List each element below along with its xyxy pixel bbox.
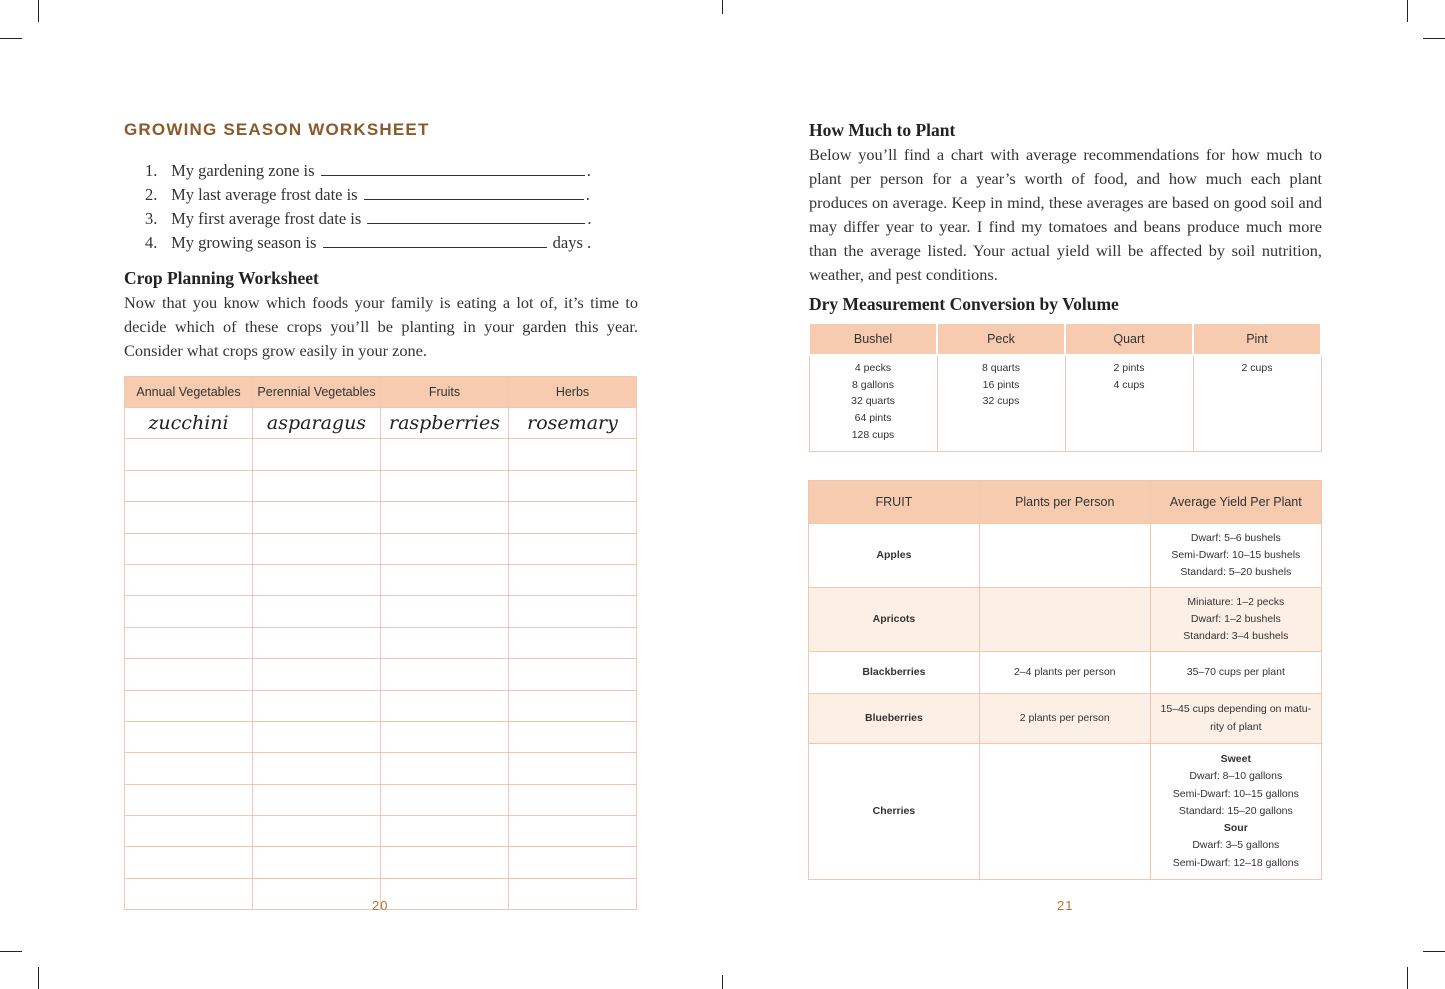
crop-planning-table bbox=[124, 376, 637, 910]
bushel-cell: 4 pecks 8 gallons 32 quarts 64 pints 128 cups bbox=[809, 355, 937, 452]
empty-entry-cell[interactable] bbox=[509, 564, 637, 595]
crop-mark bbox=[1407, 0, 1408, 22]
handwritten-entry[interactable]: zucchini bbox=[125, 408, 253, 439]
empty-entry-cell[interactable] bbox=[381, 721, 509, 752]
crop-mark bbox=[38, 967, 39, 989]
empty-entry-cell[interactable] bbox=[125, 816, 253, 847]
answer-blank[interactable] bbox=[367, 209, 585, 224]
empty-entry-cell[interactable] bbox=[509, 690, 637, 721]
empty-entry-cell[interactable] bbox=[253, 816, 381, 847]
table-row bbox=[809, 694, 1322, 744]
empty-entry-cell[interactable] bbox=[125, 533, 253, 564]
empty-entry-cell[interactable] bbox=[509, 847, 637, 878]
empty-entry-cell[interactable] bbox=[509, 533, 637, 564]
crop-mark bbox=[0, 951, 22, 952]
empty-entry-cell[interactable] bbox=[125, 878, 253, 909]
dry-measure-heading: Dry Measurement Conversion by Volume bbox=[809, 294, 1119, 314]
empty-entry-cell[interactable] bbox=[125, 596, 253, 627]
table-row bbox=[125, 721, 637, 752]
table-row bbox=[125, 784, 637, 815]
table-row bbox=[125, 659, 637, 690]
empty-entry-cell[interactable] bbox=[381, 627, 509, 658]
table-row bbox=[809, 652, 1322, 694]
empty-entry-cell[interactable] bbox=[253, 721, 381, 752]
question-4: 4. My growing season is days . bbox=[145, 233, 592, 252]
empty-entry-cell[interactable] bbox=[381, 816, 509, 847]
empty-entry-cell[interactable] bbox=[509, 816, 637, 847]
empty-entry-cell[interactable] bbox=[253, 753, 381, 784]
column-header: Pint bbox=[1193, 323, 1321, 355]
column-header: FRUIT bbox=[809, 481, 980, 524]
handwritten-entry[interactable]: rosemary bbox=[509, 408, 637, 439]
crop-planning-paragraph: Now that you know which foods your family is eating a lot of, it’s time to decide which of these crops you’ll be planting in your garden this year. Consider what crops grow easily in your zone. bbox=[124, 293, 638, 360]
answer-blank[interactable] bbox=[323, 233, 547, 248]
empty-entry-cell[interactable] bbox=[253, 847, 381, 878]
crop-mark bbox=[1407, 967, 1408, 989]
column-header: Annual Vegetables bbox=[125, 377, 253, 408]
table-row bbox=[809, 588, 1322, 652]
empty-entry-cell[interactable] bbox=[125, 753, 253, 784]
average-yield: Sweet Dwarf: 8–10 gallons Semi-Dwarf: 10–15 gallons Standard: 15–20 gallons Sour Dwarf: 3–5 gallons Semi-Dwarf: 12–18 gallons bbox=[1150, 744, 1321, 880]
quart-cell: 2 pints 4 cups bbox=[1065, 355, 1193, 452]
fruit-name: Apricots bbox=[809, 588, 980, 652]
empty-entry-cell[interactable] bbox=[253, 878, 381, 909]
question-2: 2. My last average frost date is . bbox=[145, 185, 590, 204]
worksheet-title: GROWING SEASON WORKSHEET bbox=[124, 120, 430, 139]
season-questions bbox=[145, 159, 615, 255]
empty-entry-cell[interactable] bbox=[381, 784, 509, 815]
average-yield: 35–70 cups per plant bbox=[1150, 652, 1321, 694]
empty-entry-cell[interactable] bbox=[381, 564, 509, 595]
empty-entry-cell[interactable] bbox=[253, 470, 381, 501]
table-row bbox=[125, 596, 637, 627]
empty-entry-cell[interactable] bbox=[509, 753, 637, 784]
fruit-yield-table bbox=[808, 480, 1322, 880]
column-header: Quart bbox=[1065, 323, 1193, 355]
table-row bbox=[125, 533, 637, 564]
empty-entry-cell[interactable] bbox=[125, 564, 253, 595]
table-row bbox=[125, 627, 637, 658]
empty-entry-cell[interactable] bbox=[509, 878, 637, 909]
handwritten-entry[interactable]: asparagus bbox=[253, 408, 381, 439]
fruit-name: Blueberries bbox=[809, 694, 980, 744]
handwritten-entry[interactable]: raspberries bbox=[381, 408, 509, 439]
empty-entry-cell[interactable] bbox=[381, 847, 509, 878]
plants-per-person: 2–4 plants per person bbox=[979, 652, 1150, 694]
answer-blank[interactable] bbox=[321, 161, 585, 176]
empty-entry-cell[interactable] bbox=[253, 690, 381, 721]
empty-entry-cell[interactable] bbox=[509, 470, 637, 501]
column-header: Average Yield Per Plant bbox=[1150, 481, 1321, 524]
empty-entry-cell[interactable] bbox=[509, 439, 637, 470]
plants-per-person bbox=[979, 588, 1150, 652]
empty-entry-cell[interactable] bbox=[125, 439, 253, 470]
empty-entry-cell[interactable] bbox=[125, 470, 253, 501]
empty-entry-cell[interactable] bbox=[381, 502, 509, 533]
empty-entry-cell[interactable] bbox=[253, 627, 381, 658]
table-row bbox=[125, 439, 637, 470]
table-row bbox=[125, 502, 637, 533]
average-yield: 15–45 cups depending on matu- rity of plant bbox=[1150, 694, 1321, 744]
page-number-right: 21 bbox=[1057, 898, 1074, 913]
crop-mark bbox=[1423, 38, 1445, 39]
pint-cell: 2 cups bbox=[1193, 355, 1321, 452]
empty-entry-cell[interactable] bbox=[509, 596, 637, 627]
empty-entry-cell[interactable] bbox=[125, 502, 253, 533]
empty-entry-cell[interactable] bbox=[381, 659, 509, 690]
empty-entry-cell[interactable] bbox=[509, 784, 637, 815]
empty-entry-cell[interactable] bbox=[253, 439, 381, 470]
plants-per-person bbox=[979, 744, 1150, 880]
average-yield: Dwarf: 5–6 bushels Semi-Dwarf: 10–15 bushels Standard: 5–20 bushels bbox=[1150, 524, 1321, 588]
peck-cell: 8 quarts 16 pints 32 cups bbox=[937, 355, 1065, 452]
page-number-left: 20 bbox=[372, 898, 389, 913]
column-header: Fruits bbox=[381, 377, 509, 408]
crop-mark bbox=[0, 38, 22, 39]
empty-entry-cell[interactable] bbox=[253, 502, 381, 533]
table-row bbox=[125, 753, 637, 784]
fruit-name: Apples bbox=[809, 524, 980, 588]
crop-mark bbox=[722, 975, 723, 989]
empty-entry-cell[interactable] bbox=[381, 470, 509, 501]
empty-entry-cell[interactable] bbox=[253, 659, 381, 690]
empty-entry-cell[interactable] bbox=[381, 690, 509, 721]
table-row bbox=[809, 744, 1322, 880]
empty-entry-cell[interactable] bbox=[125, 690, 253, 721]
empty-entry-cell[interactable] bbox=[381, 596, 509, 627]
table-row bbox=[125, 564, 637, 595]
average-yield: Miniature: 1–2 pecks Dwarf: 1–2 bushels Standard: 3–4 bushels bbox=[1150, 588, 1321, 652]
empty-entry-cell[interactable] bbox=[509, 627, 637, 658]
empty-entry-cell[interactable] bbox=[381, 439, 509, 470]
table-row bbox=[809, 355, 1321, 452]
question-1: 1. My gardening zone is . bbox=[145, 161, 591, 180]
empty-entry-cell[interactable] bbox=[253, 596, 381, 627]
empty-entry-cell[interactable] bbox=[253, 784, 381, 815]
column-header: Plants per Person bbox=[979, 481, 1150, 524]
column-header: Herbs bbox=[509, 377, 637, 408]
fruit-name: Cherries bbox=[809, 744, 980, 880]
how-much-paragraph: Below you’ll find a chart with average recommendations for how much to plant per person for a year’s worth of food, and how much each plant produces on average. Keep in mind, these averages are based on good soil and may differ year to year. I find my tomatoes and beans produce much more than the average listed. Your actual yield will be affected by soil nutrition, weather, and pest conditions. bbox=[809, 145, 1322, 284]
table-row bbox=[125, 470, 637, 501]
table-row bbox=[125, 816, 637, 847]
empty-entry-cell[interactable] bbox=[125, 659, 253, 690]
empty-entry-cell[interactable] bbox=[253, 533, 381, 564]
empty-entry-cell[interactable] bbox=[381, 533, 509, 564]
empty-entry-cell[interactable] bbox=[509, 659, 637, 690]
how-much-heading: How Much to Plant bbox=[809, 120, 956, 140]
table-row bbox=[125, 847, 637, 878]
column-header: Perennial Vegetables bbox=[253, 377, 381, 408]
empty-entry-cell[interactable] bbox=[509, 502, 637, 533]
plants-per-person bbox=[979, 524, 1150, 588]
column-header: Peck bbox=[937, 323, 1065, 355]
table-row bbox=[125, 408, 637, 439]
answer-blank[interactable] bbox=[364, 185, 584, 200]
empty-entry-cell[interactable] bbox=[125, 721, 253, 752]
empty-entry-cell[interactable] bbox=[125, 847, 253, 878]
dry-measurement-table bbox=[808, 322, 1322, 452]
crop-mark bbox=[722, 0, 723, 14]
question-3: 3. My first average frost date is . bbox=[145, 209, 592, 228]
table-row bbox=[809, 524, 1322, 588]
fruit-name: Blackberries bbox=[809, 652, 980, 694]
empty-entry-cell[interactable] bbox=[253, 564, 381, 595]
empty-entry-cell[interactable] bbox=[125, 784, 253, 815]
plants-per-person: 2 plants per person bbox=[979, 694, 1150, 744]
empty-entry-cell[interactable] bbox=[509, 721, 637, 752]
empty-entry-cell[interactable] bbox=[381, 878, 509, 909]
column-header: Bushel bbox=[809, 323, 937, 355]
empty-entry-cell[interactable] bbox=[381, 753, 509, 784]
crop-mark bbox=[1423, 951, 1445, 952]
crop-mark bbox=[38, 0, 39, 22]
empty-entry-cell[interactable] bbox=[125, 627, 253, 658]
table-row bbox=[125, 690, 637, 721]
crop-planning-heading: Crop Planning Worksheet bbox=[124, 268, 319, 288]
